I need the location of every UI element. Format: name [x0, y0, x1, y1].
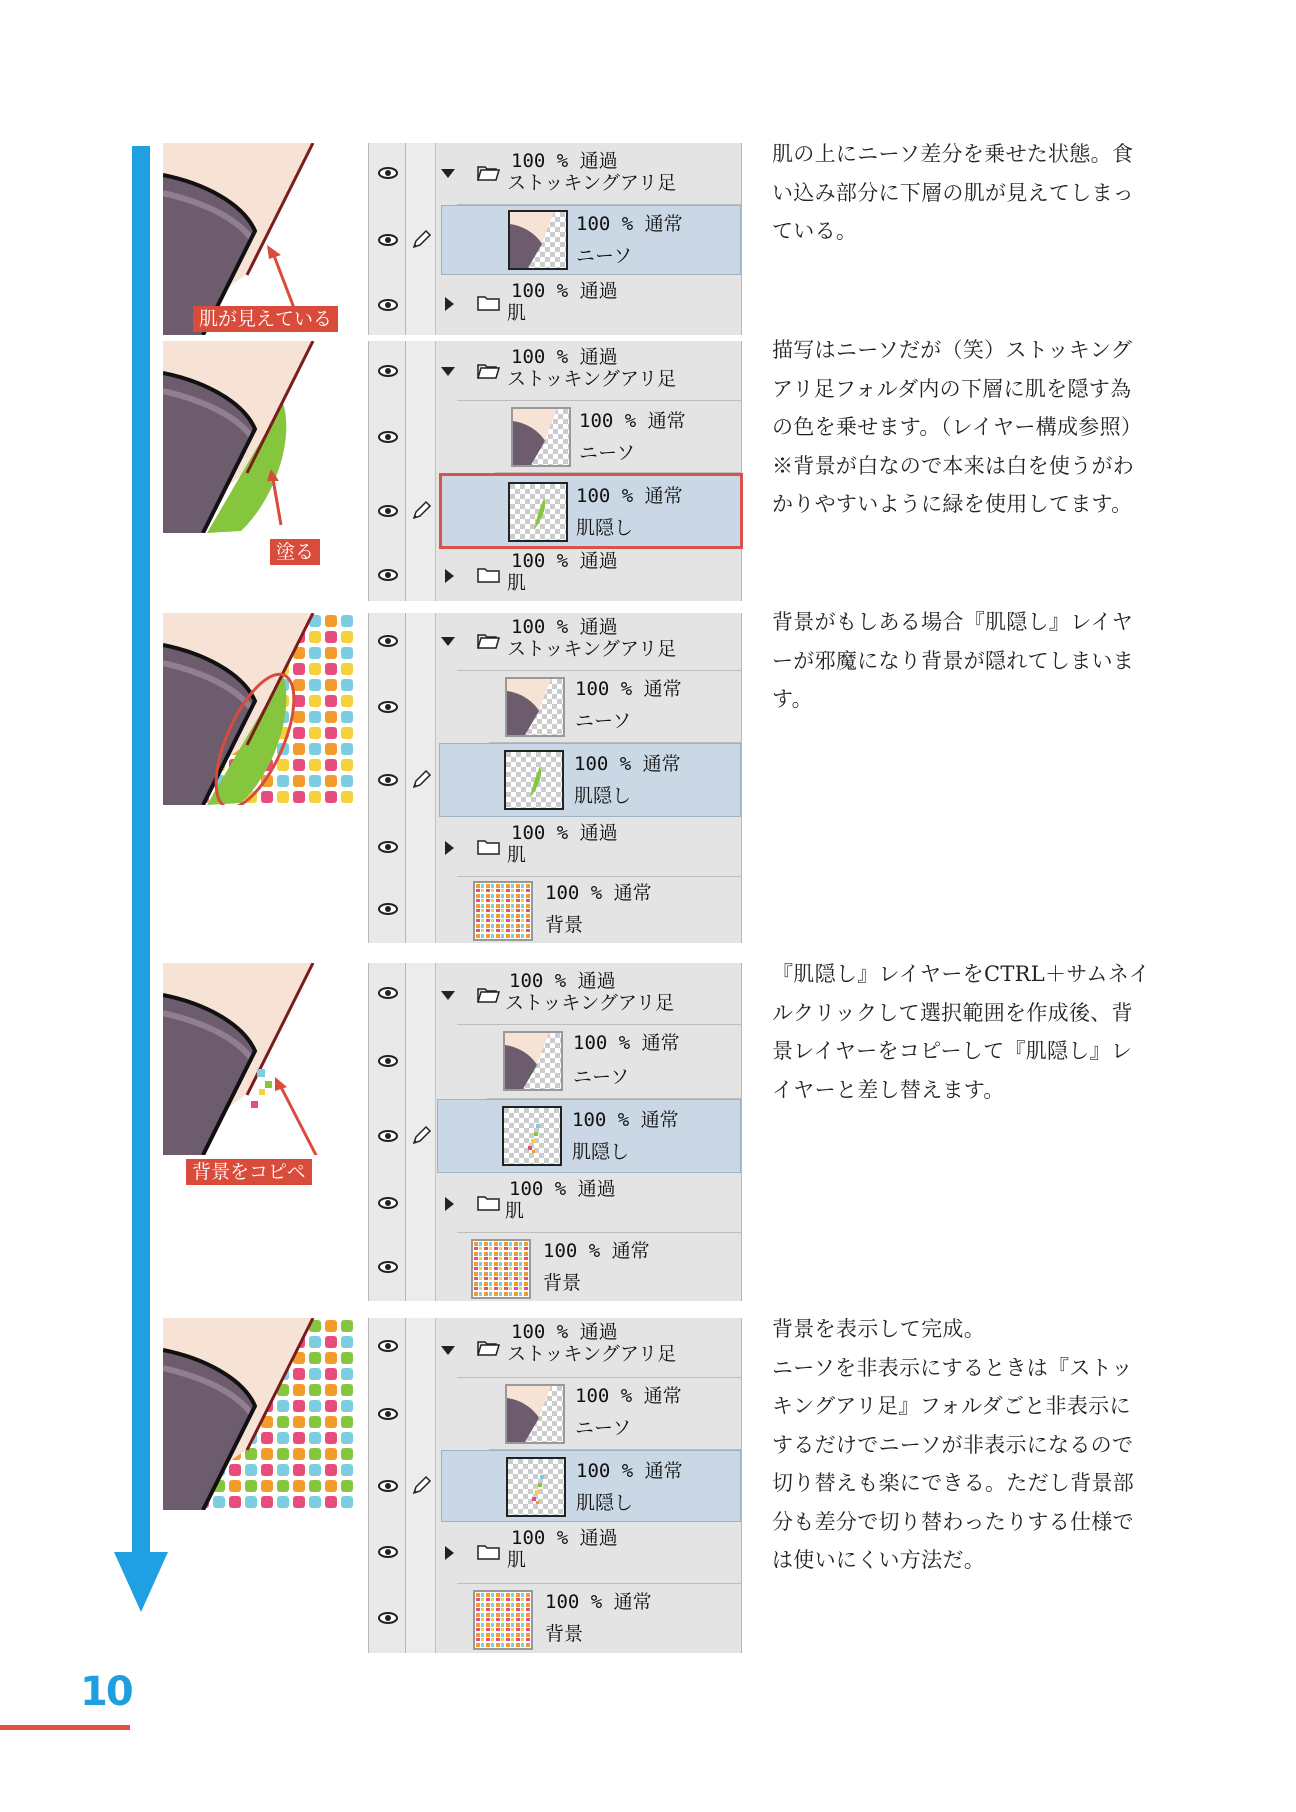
layer-name: ニーソ: [575, 710, 632, 732]
layer-row-folder-stocking[interactable]: [369, 963, 741, 1025]
folder-icon: [477, 1544, 501, 1560]
eye-icon[interactable]: [378, 1130, 398, 1142]
layer-mode: 100 % 通過: [511, 550, 618, 572]
layer-name: 肌: [505, 1200, 525, 1222]
layer-mode: 100 % 通過: [511, 346, 618, 368]
pen-icon: [410, 500, 432, 522]
pen-icon: [410, 769, 432, 791]
layer-mode: 100 % 通常: [579, 410, 686, 432]
layer-row-niiso[interactable]: [369, 1378, 741, 1450]
eye-icon[interactable]: [378, 1055, 398, 1067]
layer-mode: 100 % 通常: [572, 1109, 679, 1131]
collapse-icon[interactable]: [441, 169, 455, 178]
eye-icon[interactable]: [378, 635, 398, 647]
layer-row-folder-stocking[interactable]: [369, 143, 741, 205]
layer-row-niiso[interactable]: [369, 671, 741, 743]
layer-panel-step-4: [368, 963, 742, 1301]
layer-name: 肌: [507, 844, 527, 866]
layer-thumbnail-pattern[interactable]: [473, 1590, 533, 1650]
step-2-illustration: [163, 341, 353, 533]
eye-icon[interactable]: [378, 1340, 398, 1352]
layer-row-hadakakushi[interactable]: [369, 475, 741, 547]
pen-icon: [410, 229, 432, 251]
layer-row-niiso[interactable]: [369, 1025, 741, 1099]
eye-icon[interactable]: [378, 1261, 398, 1273]
folder-icon: [477, 839, 501, 855]
step-1-callout: 肌が見えている: [193, 306, 338, 332]
folder-icon: [477, 165, 501, 181]
eye-icon[interactable]: [378, 774, 398, 786]
layer-thumbnail-sock[interactable]: [505, 1384, 565, 1444]
eye-icon[interactable]: [378, 431, 398, 443]
layer-mode: 100 % 通常: [545, 1591, 652, 1613]
layer-name: ニーソ: [573, 1066, 630, 1088]
step-3-description: 背景がもしある場合『肌隠し』レイヤーが邪魔になり背景が隠れてしまいます。: [772, 610, 1135, 711]
layer-mode: 100 % 通過: [509, 970, 616, 992]
collapse-icon[interactable]: [441, 1346, 455, 1355]
collapse-icon[interactable]: [441, 367, 455, 376]
layer-name: ストッキングアリ足: [507, 638, 677, 660]
step-5-illustration: [163, 1318, 353, 1510]
eye-icon[interactable]: [378, 1480, 398, 1492]
folder-icon: [477, 987, 501, 1003]
eye-icon[interactable]: [378, 505, 398, 517]
eye-icon[interactable]: [378, 903, 398, 915]
eye-icon[interactable]: [378, 569, 398, 581]
layer-thumbnail-dots[interactable]: [502, 1106, 562, 1166]
step-5-description: 背景を表示して完成。 ニーソを非表示にするときは『ストッキングアリ足』フォルダごと非表示にするだけでニーソが非表示になるので切り替えも楽にできる。ただし背景部分も差分で切り替わったりする仕様では使いにくい方法だ。: [772, 1317, 1135, 1572]
layer-panel-step-3: [368, 613, 742, 943]
folder-icon: [477, 1340, 501, 1356]
layer-panel-step-5: [368, 1318, 742, 1653]
layer-mode: 100 % 通常: [573, 1032, 680, 1054]
layer-row-hadakakushi[interactable]: [369, 743, 741, 817]
page-number-underline: [0, 1725, 130, 1730]
layer-name: ニーソ: [579, 442, 636, 464]
layer-row-folder-skin[interactable]: [369, 275, 741, 335]
collapse-icon[interactable]: [441, 991, 455, 1000]
folder-icon: [477, 363, 501, 379]
layer-mode: 100 % 通過: [511, 1527, 618, 1549]
layer-name: 背景: [545, 1623, 584, 1645]
expand-icon[interactable]: [445, 297, 454, 311]
layer-name: ニーソ: [575, 1417, 632, 1439]
eye-icon[interactable]: [378, 1408, 398, 1420]
layer-name: 肌: [507, 572, 527, 594]
expand-icon[interactable]: [445, 569, 454, 583]
layer-row-niiso[interactable]: [369, 401, 741, 473]
layer-row-background[interactable]: [369, 1233, 741, 1301]
layer-name: 背景: [545, 914, 584, 936]
step-3-illustration: [163, 613, 353, 805]
pen-icon: [410, 1125, 432, 1147]
expand-icon[interactable]: [445, 841, 454, 855]
layer-row-folder-skin[interactable]: [369, 547, 741, 601]
layer-mode: 100 % 通常: [545, 882, 652, 904]
collapse-icon[interactable]: [441, 637, 455, 646]
layer-name: ストッキングアリ足: [507, 368, 677, 390]
eye-icon[interactable]: [378, 841, 398, 853]
layer-row-background[interactable]: [369, 877, 741, 943]
eye-icon[interactable]: [378, 1546, 398, 1558]
layer-name: 肌隠し: [576, 517, 634, 539]
eye-icon[interactable]: [378, 299, 398, 311]
eye-icon[interactable]: [378, 1612, 398, 1624]
layer-mode: 100 % 通常: [543, 1240, 650, 1262]
layer-row-folder-stocking[interactable]: [369, 613, 741, 671]
pen-icon: [410, 1475, 432, 1497]
layer-mode: 100 % 通常: [574, 753, 681, 775]
expand-icon[interactable]: [445, 1546, 454, 1560]
page-number: 10: [80, 1669, 132, 1715]
layer-mode: 100 % 通常: [576, 485, 683, 507]
layer-thumbnail-sock[interactable]: [505, 677, 565, 737]
layer-mode: 100 % 通過: [511, 1321, 618, 1343]
eye-icon[interactable]: [378, 701, 398, 713]
layer-row-hadakakushi[interactable]: [369, 1450, 741, 1522]
layer-mode: 100 % 通過: [511, 822, 618, 844]
layer-thumbnail-green[interactable]: [508, 482, 568, 542]
layer-name: 肌: [507, 302, 527, 324]
folder-icon: [477, 1195, 501, 1211]
folder-icon: [477, 567, 501, 583]
eye-icon[interactable]: [378, 365, 398, 377]
expand-icon[interactable]: [445, 1197, 454, 1211]
layer-name: ストッキングアリ足: [507, 1343, 677, 1365]
folder-icon: [477, 633, 501, 649]
layer-mode: 100 % 通常: [576, 1460, 683, 1482]
layer-row-folder-stocking[interactable]: [369, 1318, 741, 1378]
step-4-callout: 背景をコピペ: [186, 1159, 312, 1185]
layer-thumbnail-sock[interactable]: [508, 210, 568, 270]
layer-mode: 100 % 通過: [509, 1178, 616, 1200]
layer-name: 肌: [507, 1549, 527, 1571]
eye-icon[interactable]: [378, 167, 398, 179]
eye-icon[interactable]: [378, 234, 398, 246]
folder-icon: [477, 295, 501, 311]
layer-name: 肌隠し: [576, 1492, 634, 1514]
layer-thumbnail-pattern[interactable]: [473, 881, 533, 941]
layer-mode: 100 % 通常: [575, 678, 682, 700]
layer-name: 肌隠し: [572, 1141, 630, 1163]
layer-row-folder-skin[interactable]: [369, 817, 741, 877]
eye-icon[interactable]: [378, 1197, 398, 1209]
layer-mode: 100 % 通過: [511, 280, 618, 302]
layer-name: ストッキングアリ足: [505, 992, 675, 1014]
layer-mode: 100 % 通常: [575, 1385, 682, 1407]
layer-row-niiso[interactable]: [369, 205, 741, 275]
layer-thumbnail-sock[interactable]: [503, 1031, 563, 1091]
layer-thumbnail-sock[interactable]: [511, 407, 571, 467]
layer-panel-step-1: [368, 143, 742, 335]
eye-icon[interactable]: [378, 987, 398, 999]
layer-name: ストッキングアリ足: [507, 172, 677, 194]
layer-name: ニーソ: [576, 245, 633, 267]
layer-thumbnail-green[interactable]: [504, 750, 564, 810]
layer-thumbnail-dots[interactable]: [506, 1457, 566, 1517]
layer-thumbnail-pattern[interactable]: [471, 1239, 531, 1299]
layer-name: 肌隠し: [574, 785, 632, 807]
layer-row-hadakakushi[interactable]: [369, 1099, 741, 1173]
step-2-description: 描写はニーソだが（笑）ストッキングアリ足フォルダ内の下層に肌を隠す為の色を乗せます。（レイヤー構成参照）※背景が白なので本来は白を使うがわかりやすいように緑を使用してます。: [772, 338, 1143, 516]
step-2-callout: 塗る: [270, 539, 320, 565]
step-1-description: 肌の上にニーソ差分を乗せた状態。食い込み部分に下層の肌が見えてしまっている。: [772, 142, 1135, 243]
layer-mode: 100 % 通常: [576, 213, 683, 235]
step-4-description: 『肌隠し』レイヤーをCTRL＋サムネイルクリックして選択範囲を作成後、背景レイヤーをコピーして『肌隠し』レイヤーと差し替えます。: [772, 962, 1151, 1102]
layer-panel-step-2: [368, 341, 742, 601]
layer-mode: 100 % 通過: [511, 150, 618, 172]
layer-name: 背景: [543, 1272, 582, 1294]
layer-row-folder-stocking[interactable]: [369, 341, 741, 401]
layer-row-background[interactable]: [369, 1584, 741, 1653]
layer-mode: 100 % 通過: [511, 616, 618, 638]
layer-row-folder-skin[interactable]: [369, 1522, 741, 1584]
layer-row-folder-skin[interactable]: [369, 1173, 741, 1233]
step-4-illustration: [163, 963, 353, 1155]
